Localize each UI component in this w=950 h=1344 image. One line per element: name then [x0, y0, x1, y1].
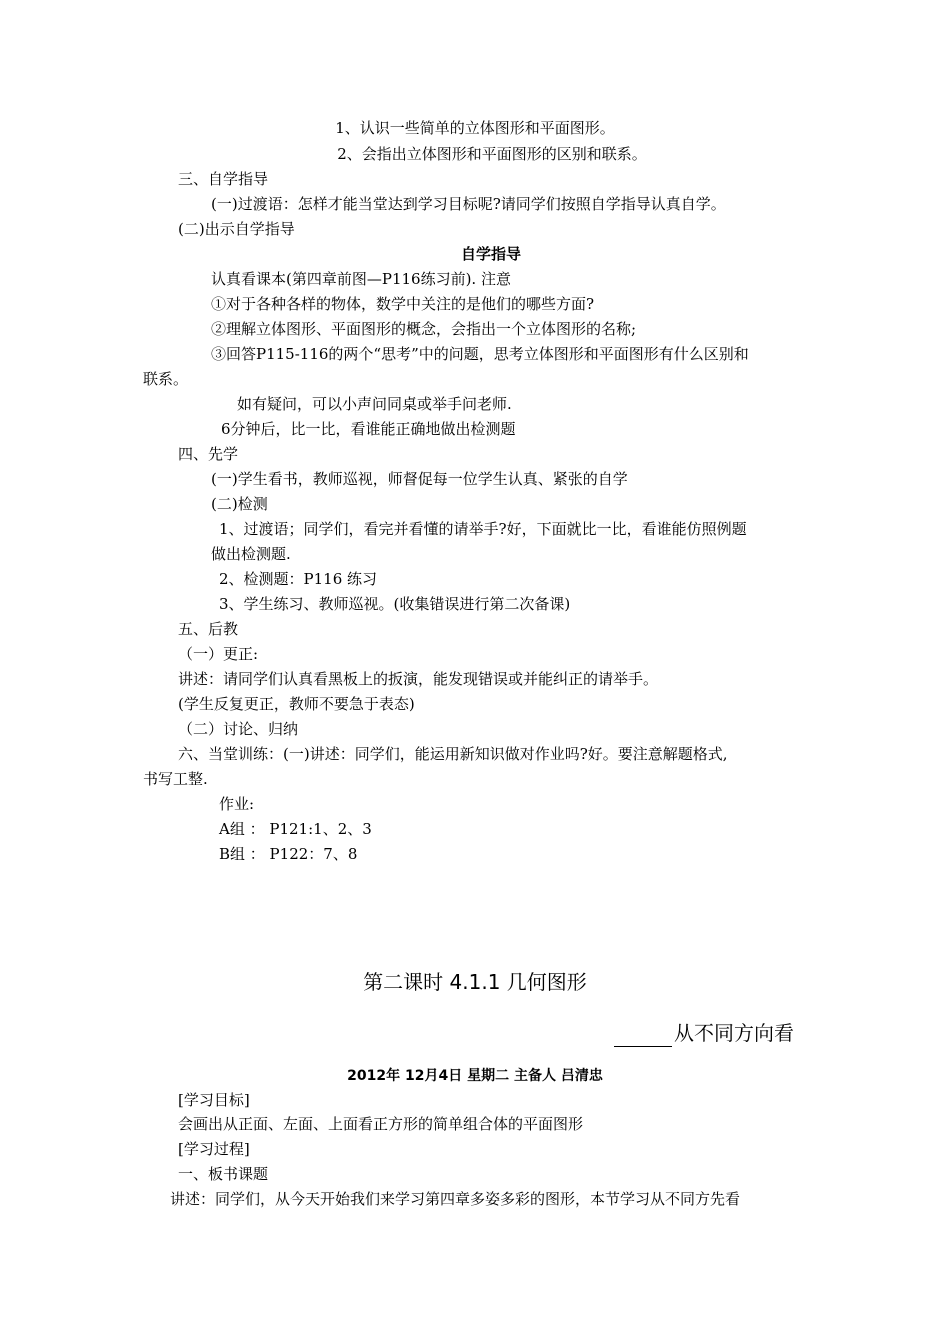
- lesson2-goal-label: [学习目标]: [178, 1091, 250, 1109]
- section3-read: 认真看课本(第四章前图—P116练习前). 注意: [211, 270, 511, 288]
- lesson2-speech: 讲述：同学们，从今天开始我们来学习第四章多姿多彩的图形，本节学习从不同方先看: [170, 1190, 741, 1208]
- section5-speech: 讲述：请同学们认真看黑板上的扳演，能发现错误或并能纠正的请举手。: [178, 670, 659, 688]
- section3-show: (二)出示自学指导: [178, 220, 295, 238]
- section4-p3: 3、学生练习、教师巡视。(收集错误进行第二次备课): [219, 595, 571, 613]
- lesson2-goal: 会画出从正面、左面、上面看正方形的简单组合体的平面图形: [178, 1115, 584, 1133]
- section3-heading: 三、自学指导: [178, 170, 269, 188]
- section4-p2: 2、检测题：P116 练习: [219, 570, 378, 588]
- homework-group-b: B组 ： P122：7、8: [219, 845, 358, 863]
- objective-2: 2、会指出立体图形和平面图形的区别和联系。: [337, 145, 647, 163]
- section4-heading: 四、先学: [178, 445, 239, 463]
- section5-discuss: （二）讨论、归纳: [178, 720, 299, 738]
- objective-1: 1、认识一些简单的立体图形和平面图形。: [335, 119, 615, 137]
- lesson2-meta: 2012年 12月4日 星期二 主备人 吕清忠: [347, 1068, 603, 1084]
- section4-p1-cont: 做出检测题.: [211, 545, 291, 563]
- lesson2-subtitle-row: [614, 1019, 794, 1047]
- section3-doubt: 如有疑问，可以小声问同桌或举手问老师.: [237, 395, 512, 413]
- section3-item-3-cont: 联系。: [143, 370, 189, 388]
- section6-line2: 书写工整.: [143, 770, 208, 788]
- section3-transition: (一)过渡语：怎样才能当堂达到学习目标呢?请同学们按照自学指导认真自学。: [211, 195, 726, 213]
- self-study-title: 自学指导: [460, 245, 521, 263]
- section3-item-3: ③回答P115-116的两个“思考”中的问题，思考立体图形和平面图形有什么区别和: [211, 345, 749, 363]
- homework-label: 作业:: [219, 795, 255, 813]
- section3-compare: 6分钟后，比一比，看谁能正确地做出检测题: [221, 420, 516, 438]
- section3-item-2: ②理解立体图形、平面图形的概念，会指出一个立体图形的名称;: [211, 320, 637, 338]
- homework-group-a: A组 ： P121:1、2、3: [219, 820, 372, 838]
- section4-read: (一)学生看书，教师巡视，师督促每一位学生认真、紧张的自学: [211, 470, 628, 488]
- lesson2-subtitle: 从不同方向看: [674, 1021, 794, 1045]
- section5-correct: （一）更正:: [178, 645, 259, 663]
- section4-check: (二)检测: [211, 495, 268, 513]
- section5-heading: 五、后教: [178, 620, 239, 638]
- lesson2-process-label: [学习过程]: [178, 1140, 250, 1158]
- section3-item-1: ①对于各种各样的物体，数学中关注的是他们的哪些方面?: [211, 295, 595, 313]
- section6-line1: 六、当堂训练：(一)讲述：同学们，能运用新知识做对作业吗?好。要注意解题格式,: [178, 745, 728, 763]
- section5-note: (学生反复更正，教师不要急于表态): [178, 695, 415, 713]
- lesson2-board: 一、板书课题: [178, 1165, 269, 1183]
- blank-underline: [614, 1024, 672, 1047]
- lesson2-title: 第二课时 4.1.1 几何图形: [363, 970, 587, 994]
- section4-p1: 1、过渡语；同学们，看完并看懂的请举手?好，下面就比一比，看谁能仿照例题: [219, 520, 747, 538]
